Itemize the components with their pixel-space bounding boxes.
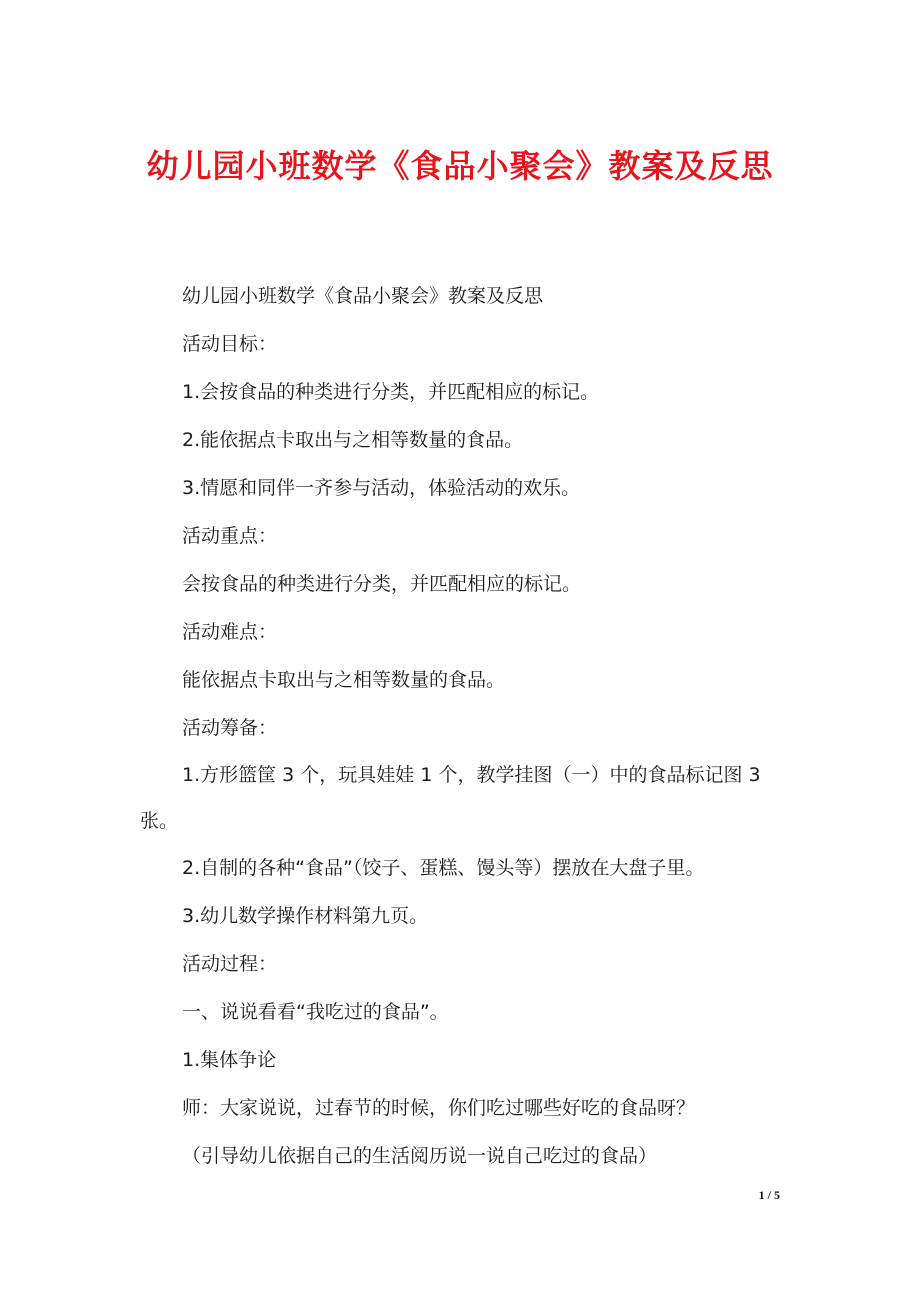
list-item: 3.幼儿数学操作材料第九页。 — [182, 905, 429, 927]
paragraph: 会按食品的种类进行分类，并匹配相应的标记。 — [182, 573, 582, 595]
list-item: 1.方形篮筐 3 个，玩具娃娃 1 个，教学挂图（一）中的食品标记图 3 张。 — [140, 764, 761, 832]
list-item: 3.情愿和同伴一齐参与活动，体验活动的欢乐。 — [182, 477, 581, 499]
list-item: 1.会按食品的种类进行分类，并匹配相应的标记。 — [182, 381, 600, 403]
section-heading-process: 活动过程： — [182, 953, 278, 975]
paragraph: 一、说说看看“我吃过的食品”。 — [182, 1001, 449, 1023]
section-heading-preparation: 活动筹备： — [182, 717, 278, 739]
page-number: 1 / 5 — [758, 1188, 780, 1202]
paragraph: （引导幼儿依据自己的生活阅历说一说自己吃过的食品） — [182, 1145, 658, 1167]
document-body — [140, 272, 780, 1180]
list-item: 2.自制的各种“食品”（饺子、蛋糕、馒头等）摆放在大盘子里。 — [182, 857, 705, 879]
section-heading-difficulties: 活动难点： — [182, 621, 278, 643]
paragraph: 幼儿园小班数学《食品小聚会》教案及反思 — [182, 285, 544, 307]
paragraph: 师：大家说说，过春节的时候，你们吃过哪些好吃的食品呀？ — [182, 1097, 696, 1119]
list-item: 2.能依据点卡取出与之相等数量的食品。 — [182, 429, 524, 451]
document-title: 幼儿园小班数学《食品小聚会》教案及反思 — [146, 147, 774, 185]
section-heading-key-points: 活动重点： — [182, 525, 278, 547]
list-item: 1.集体争论 — [182, 1049, 277, 1071]
paragraph: 能依据点卡取出与之相等数量的食品。 — [182, 669, 506, 691]
section-heading-objectives: 活动目标： — [182, 333, 278, 355]
